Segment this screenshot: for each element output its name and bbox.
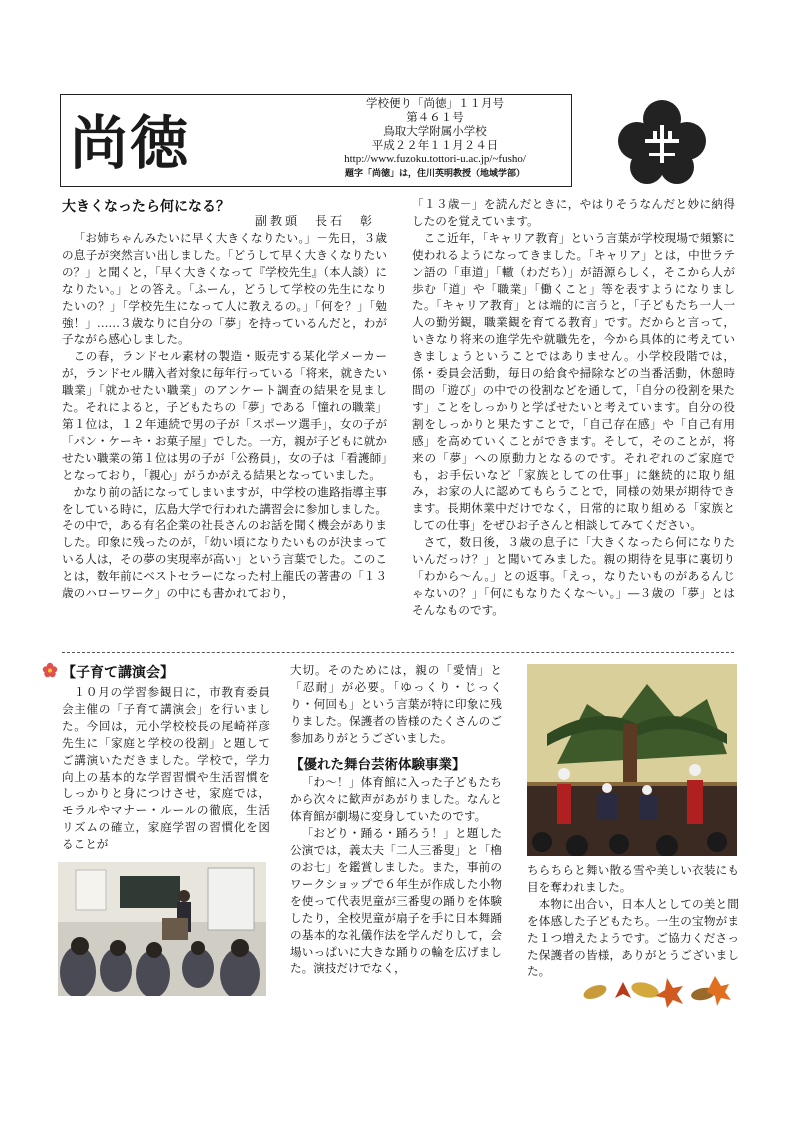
autumn-leaves-icon [575,968,735,1008]
article1-column2 [412,196,735,619]
school-emblem-icon [605,95,719,190]
article2-paragraph: １０月の学習参観日に，市教育委員会主催の「子育て講演会」を行いました。今回は，元小学校校長の尾崎祥彦先生に「家庭と学校の役割」と題してご講演いただきました。学校で，学力向上の基本的な学習習慣や生活習慣をしっかりと身につけさせ，家庭では，モラルやマナー・ルールの徹底，生活リズムの確立，家庭学習の習慣化を図ることが [62,685,270,852]
issue-number: 第４６１号 [406,110,464,124]
article2-3-column [290,662,502,977]
newsletter-title: 学校便り「尚徳」１１月号 [366,96,504,110]
flower-icon [42,662,58,678]
article3-column [527,862,739,980]
article3-paragraph: 「おどり・踊る・踊ろう！」と題した公演では，義太夫「二人三番叟」と「櫓のお七」を鑑賞しました。また，事前のワークショップで６年生が作成した小物を使って代表児童が三番叟の踊りを体験したり，全校児童が扇子を手に日本舞踊の基本的な礼儀作法を学んだりして，会場いっぱいに大きな踊りの輪を広げました。演技だけでなく， [290,826,502,976]
article2-title: 【子育て講演会】 [62,665,174,681]
article1-column1 [62,230,387,602]
section-divider [62,652,734,653]
lecture-photo [58,862,266,996]
article1-title: 大きくなったら何になる？ [62,199,230,215]
masthead-logo: 尚徳 [70,109,191,177]
article1-paragraph: さて，数日後，３歳の息子に「大きくなったら何になりたいんだっけ？」と聞いてみました。親の期待を見事に裏切り「わから～ん。」との返事。「えっ，なりたいものがあるんじゃないの？」「何にもなりたくな～い。」―３歳の「夢」とはそんなものです。 [412,535,735,617]
article1-paragraph: 「１３歳－」を読んだときに，やはりそうなんだと妙に納得したのを覚えています。 [412,197,735,228]
school-url[interactable]: http://www.fuzoku.tottori-u.ac.jp/~fusho/ [344,153,526,165]
issue-date: 平成２２年１１月２４日 [371,138,499,152]
article1-paragraph: この春，ランドセル素材の製造・販売する某化学メーカーが，ランドセル購入者対象に毎年行っている「将来，就きたい職業」「就かせたい職業」のアンケート調査の結果を見ました。それによると，子どもたちの「夢」である「憧れの職業」第１位は，１２年連続で男の子が「スポーツ選手」，女の子が「パン・ケーキ・お菓子屋」でした。一方，親が子どもに就かせたい職業の第１位は男の子が「公務員」，女の子は「看護師」となっており，「親心」がうかがえる結果となっていました。 [62,349,387,482]
article2-paragraph: 大切。そのためには，親の「愛情」と「忍耐」が必要。「ゆっくり・じっくり・何回も」という言葉が特に印象に残りました。保護者の皆様のたくさんのご参加ありがとうございました。 [290,663,502,745]
masthead-info [300,96,570,181]
school-name: 鳥取大学附属小学校 [383,124,487,138]
article1-paragraph: かなり前の話になってしまいますが，中学校の進路指導主事をしている時に，広島大学で行われた講習会に参加しました。その中で，ある有名企業の社長さんのお話を聞く機会がありました。印象に残ったのが，「幼い頃になりたいものが決まっている人は，その夢の実現率が高い」という言葉でした。このことは，数年前にベストセラーになった村上龍氏の著書の「１３歳のハローワーク」の中にも書かれており， [62,484,387,601]
article2-column [62,684,270,853]
logo-credit: 題字「尚徳」は，住川英明教授（地域学部） [344,169,525,179]
article3-paragraph: 本物に出合い，日本人としての美と間を体感した子どもたち。一生の宝物がまた１つ増えたようです。ご協力くださった保護者の皆様，ありがとうございました。 [527,896,739,979]
article1-paragraph: ここ近年，「キャリア教育」という言葉が学校現場で頻繁に使われるようになってきました。「キャリア」とは，中世ラテン語の「車道」「轍（わだち）」が語源らしく，そこから人が歩む「道」や「職業」「働くこと」等を表すようになりました。「キャリア教育」とは端的に言うと，「子どもたち一人一人の勤労観，職業観を育てる教育」です。だからと言って，いきなり将来の進学先や就職先を，今から具体的に考えていきましょうということではありません。小学校段階では，係・委員会活動，毎日の給食や掃除などの当番活動，休憩時間の「遊び」の中での役割などを通して，「自分の役割を果たす」ことをしっかりと学ばせたいと考えています。自分の役割をしっかりと果たすことで，「自己存在感」や「自己有用感」を高めていくことができます。そして，そのことが，将来の「夢」への原動力となるのです。それぞれのご家庭でも，お手伝いなど「家族としての仕事」に継続的に取り組み，お家の人に認めてもらうことで，同様の効果が期待できます。長期休業中だけでなく，日常的に取り組める「家族としての仕事」をぜひお子さんと相談してみてください。 [412,230,735,533]
stage-performance-photo [527,664,737,856]
article1-paragraph: 「お姉ちゃんみたいに早く大きくなりたい。」－先日，３歳の息子が突然言い出しました。「どうして早く大きくなりたいの？」と聞くと，「早く大きくなって『学校先生』（本人談）になりたい。」との答え。「ふーん，どうして学校の先生になりたいの？」「学校先生になって人に教えるの。」「何を？」「勉強！」……３歳なりに自分の「夢」を持っているんだと，わが子ながら感心しました。 [62,231,387,347]
article1-author: 副教頭 長石 彰 [255,214,376,228]
article3-paragraph: ちらちらと舞い散る雪や美しい衣装にも目を奪われました。 [527,863,739,894]
article3-title: 【優れた舞台芸術体験事業】 [290,756,466,773]
article3-paragraph: 「わ～！」体育館に入った子どもたちから次々に歓声があがりました。なんと体育館が劇場に変身していたのです。 [290,775,502,824]
